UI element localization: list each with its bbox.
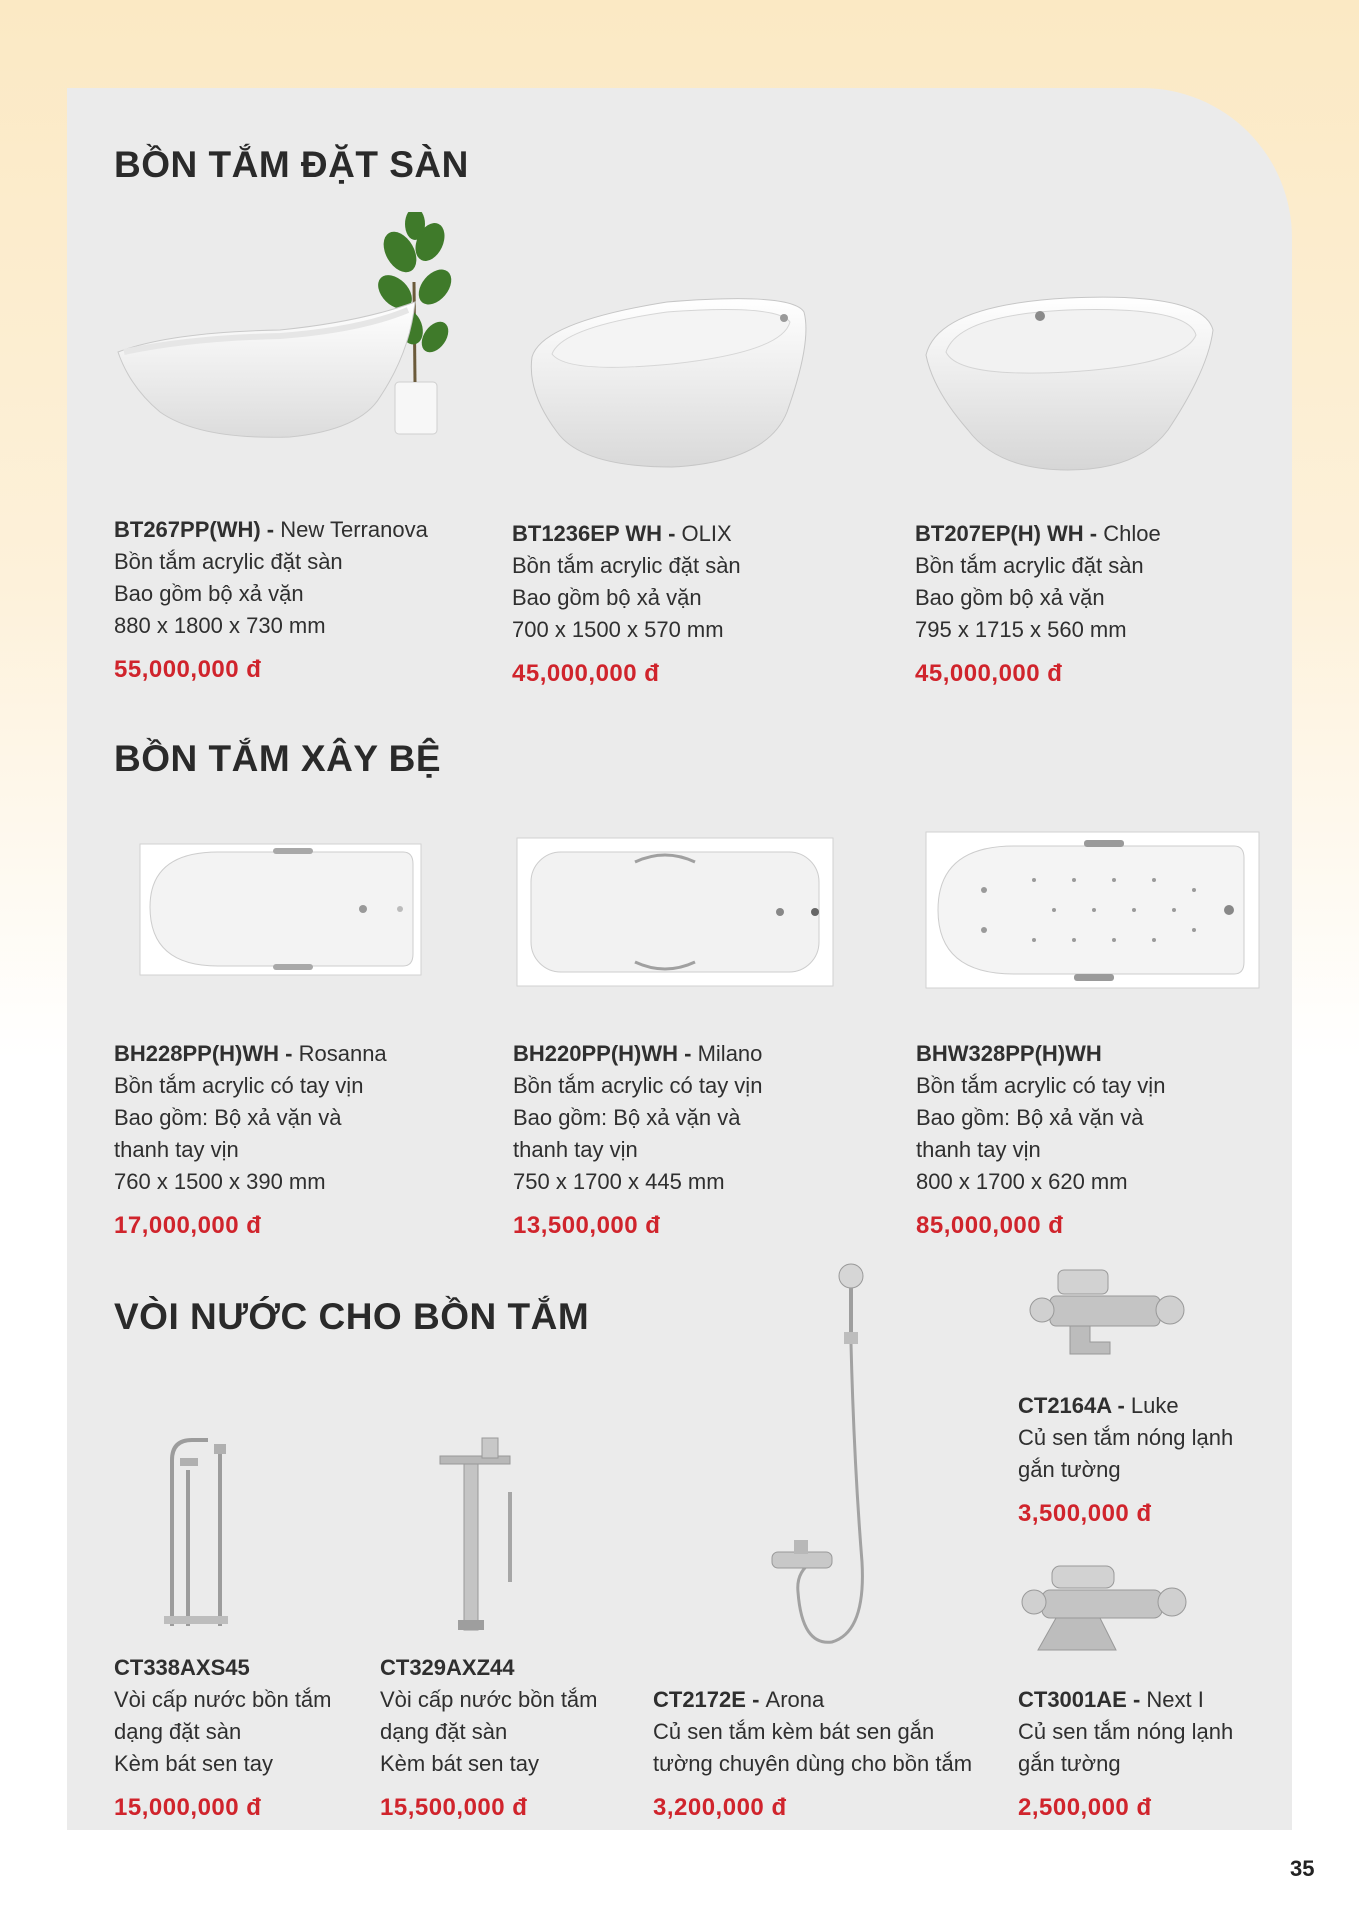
product-description-line: gắn tường <box>1018 1751 1121 1776</box>
shower-mixer-image-ct2164a <box>1020 1262 1190 1372</box>
product-description-line: Bồn tắm acrylic có tay vịn <box>916 1073 1166 1098</box>
product-dimensions: 700 x 1500 x 570 mm <box>512 617 724 642</box>
product-dimensions: 880 x 1800 x 730 mm <box>114 613 326 638</box>
product-title <box>380 1652 710 1684</box>
product-description-line: Bao gồm: Bộ xả vặn và <box>114 1105 342 1130</box>
section-title-freestanding-bathtubs: BỒN TẮM ĐẶT SÀN <box>114 144 469 185</box>
product-name: New Terranova <box>280 517 428 542</box>
product-title <box>114 1038 444 1070</box>
section-title-built-in-bathtubs: BỒN TẮM XÂY BỆ <box>114 738 442 779</box>
product-description-line: gắn tường <box>1018 1457 1121 1482</box>
product-description-line: tường chuyên dùng cho bồn tắm <box>653 1751 973 1776</box>
product-price: 45,000,000 đ <box>915 660 1063 687</box>
separator: - <box>1111 1393 1131 1418</box>
product-description-line: Củ sen tắm kèm bát sen gắn <box>653 1719 935 1744</box>
product-price: 2,500,000 đ <box>1018 1794 1152 1821</box>
product-bh220pp <box>513 1038 843 1240</box>
product-price: 3,500,000 đ <box>1018 1500 1152 1527</box>
product-name: Milano <box>697 1041 763 1066</box>
shower-mixer-image-ct3001ae <box>1016 1560 1191 1660</box>
product-name: Next I <box>1146 1687 1204 1712</box>
product-description-line: Bao gồm bộ xả vặn <box>915 585 1105 610</box>
product-price: 45,000,000 đ <box>512 660 660 687</box>
product-description-line: Bồn tắm acrylic đặt sàn <box>512 553 741 578</box>
product-code: BHW328PP(H)WH <box>916 1041 1102 1066</box>
product-description-line: Bồn tắm acrylic đặt sàn <box>114 549 343 574</box>
product-price: 13,500,000 đ <box>513 1212 661 1239</box>
separator: - <box>260 517 281 542</box>
page-number: 35 <box>1290 1856 1315 1881</box>
product-price: 17,000,000 đ <box>114 1212 262 1239</box>
product-description-line: Bao gồm bộ xả vặn <box>512 585 702 610</box>
product-title <box>653 1684 983 1716</box>
product-description-line: Bồn tắm acrylic có tay vịn <box>513 1073 763 1098</box>
product-description-line: thanh tay vịn <box>513 1137 638 1162</box>
built-in-bathtub-image-milano <box>515 836 835 988</box>
product-name: Rosanna <box>298 1041 387 1066</box>
product-title <box>916 1038 1246 1070</box>
product-code: CT2164A <box>1018 1393 1112 1418</box>
product-bt267pp <box>114 514 444 684</box>
separator: - <box>279 1041 299 1066</box>
product-description-line: Bao gồm: Bộ xả vặn và <box>513 1105 741 1130</box>
product-bt1236ep <box>512 518 842 688</box>
product-price: 85,000,000 đ <box>916 1212 1064 1239</box>
product-description-line: Kèm bát sen tay <box>114 1751 273 1776</box>
built-in-bathtub-image-rosanna <box>138 842 423 977</box>
product-title <box>1018 1684 1348 1716</box>
product-title <box>1018 1390 1348 1422</box>
product-dimensions: 750 x 1700 x 445 mm <box>513 1169 725 1194</box>
freestanding-bathtub-image-olix <box>522 282 812 472</box>
built-in-bathtub-image-bhw328pp <box>924 830 1261 990</box>
product-description-line: Bao gồm bộ xả vặn <box>114 581 304 606</box>
product-title <box>915 518 1245 550</box>
floor-standing-faucet-image-ct338axs45 <box>150 1430 240 1630</box>
separator: - <box>1083 521 1104 546</box>
product-title <box>513 1038 843 1070</box>
product-dimensions: 795 x 1715 x 560 mm <box>915 617 1127 642</box>
product-price: 3,200,000 đ <box>653 1794 787 1821</box>
separator: - <box>745 1687 766 1712</box>
product-title <box>512 518 842 550</box>
separator: - <box>1126 1687 1147 1712</box>
product-description-line: Vòi cấp nước bồn tắm <box>380 1687 598 1712</box>
product-name: Luke <box>1130 1393 1179 1418</box>
product-bt207ep <box>915 518 1245 688</box>
product-name: Chloe <box>1103 521 1161 546</box>
section-title-bathtub-faucets: VÒI NƯỚC CHO BỒN TẮM <box>114 1296 590 1337</box>
product-title <box>114 514 444 546</box>
freestanding-bathtub-image-new-terranova <box>110 212 480 452</box>
product-description-line: thanh tay vịn <box>916 1137 1041 1162</box>
product-code: CT2172E <box>653 1687 746 1712</box>
floor-standing-faucet-image-ct329axz44 <box>430 1432 530 1632</box>
product-description-line: Bao gồm: Bộ xả vặn và <box>916 1105 1144 1130</box>
product-dimensions: 800 x 1700 x 620 mm <box>916 1169 1128 1194</box>
product-code: BH220PP(H)WH <box>513 1041 679 1066</box>
product-bhw328pp <box>916 1038 1246 1240</box>
product-description-line: dạng đặt sàn <box>380 1719 508 1744</box>
product-description-line: dạng đặt sàn <box>114 1719 242 1744</box>
product-ct3001ae <box>1018 1684 1348 1822</box>
product-code: CT338AXS45 <box>114 1655 250 1680</box>
product-description-line: Củ sen tắm nóng lạnh <box>1018 1425 1234 1450</box>
product-code: BH228PP(H)WH <box>114 1041 280 1066</box>
product-description-line: Bồn tắm acrylic có tay vịn <box>114 1073 364 1098</box>
product-dimensions: 760 x 1500 x 390 mm <box>114 1169 326 1194</box>
freestanding-bathtub-image-chloe <box>918 280 1218 475</box>
product-description-line: Bồn tắm acrylic đặt sàn <box>915 553 1144 578</box>
product-code: CT3001AE <box>1018 1687 1127 1712</box>
product-bh228pp <box>114 1038 444 1240</box>
product-code: BT267PP(WH) <box>114 517 261 542</box>
shower-set-image-ct2172e <box>762 1262 882 1657</box>
product-ct2172e <box>653 1684 983 1822</box>
product-code: BT207EP(H) WH <box>915 521 1084 546</box>
product-price: 15,000,000 đ <box>114 1794 262 1821</box>
product-description-line: Vòi cấp nước bồn tắm <box>114 1687 332 1712</box>
product-description-line: Kèm bát sen tay <box>380 1751 539 1776</box>
product-price: 15,500,000 đ <box>380 1794 528 1821</box>
separator: - <box>678 1041 698 1066</box>
product-code: CT329AXZ44 <box>380 1655 515 1680</box>
product-description-line: thanh tay vịn <box>114 1137 239 1162</box>
product-name: Arona <box>765 1687 825 1712</box>
separator: - <box>661 521 682 546</box>
product-ct2164a <box>1018 1390 1348 1528</box>
product-description-line: Củ sen tắm nóng lạnh <box>1018 1719 1234 1744</box>
product-code: BT1236EP WH <box>512 521 662 546</box>
product-name: OLIX <box>681 521 732 546</box>
product-price: 55,000,000 đ <box>114 656 262 683</box>
